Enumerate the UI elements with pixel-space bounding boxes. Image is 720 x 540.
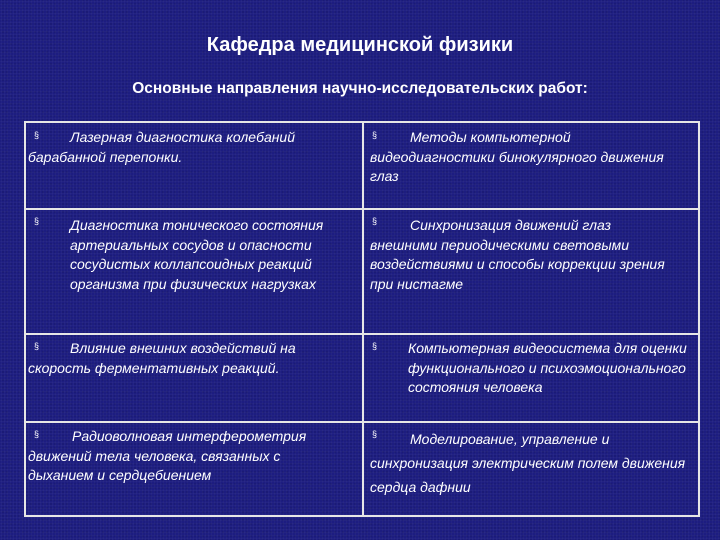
table-cell: [364, 123, 698, 210]
research-item-text: Синхронизация движений глаз внешними периодическими световыми воздействиями и способы коррекции зрения при нистагме: [370, 217, 665, 292]
bullet-icon: §: [372, 341, 378, 351]
research-item-text: Методы компьютерной видеодиагностики бинокулярного движения глаз: [370, 129, 664, 184]
bullet-icon: §: [372, 216, 378, 226]
table-cell: [26, 123, 364, 210]
table-cell: [364, 423, 698, 515]
table-cell: [364, 335, 698, 423]
table-cell: [364, 210, 698, 335]
research-item-text: Радиоволновая интерферометрия движений тела человека, связанных с дыханием и сердцебиением: [28, 428, 307, 483]
research-item-text: Лазерная диагностика колебаний барабанной перепонки.: [28, 129, 296, 165]
table-cell: [26, 210, 364, 335]
research-item-text: Компьютерная видеосистема для оценки функционального и психоэмоционального состояния человека: [408, 340, 687, 395]
bullet-icon: §: [34, 429, 40, 439]
bullet-icon: §: [372, 130, 378, 140]
bullet-icon: §: [34, 130, 40, 140]
page-subtitle: Основные направления научно-исследовательских работ:: [132, 80, 588, 97]
table-cell: [26, 423, 364, 515]
table-cell: [26, 335, 364, 423]
research-item-text: Влияние внешних воздействий на скорость ферментативных реакций.: [28, 340, 296, 376]
bullet-icon: §: [34, 341, 40, 351]
research-item-text: Моделирование, управление и синхронизация электрическим полем движения сердца дафнии: [370, 431, 686, 495]
bullet-icon: §: [34, 216, 40, 226]
research-table: [24, 121, 700, 517]
page-title: Кафедра медицинской физики: [206, 34, 514, 56]
research-item-text: Диагностика тонического состояния артериальных сосудов и опасности сосудистых коллапсоидных реакций организма при физических нагрузках: [70, 217, 324, 292]
bullet-icon: §: [372, 429, 378, 439]
